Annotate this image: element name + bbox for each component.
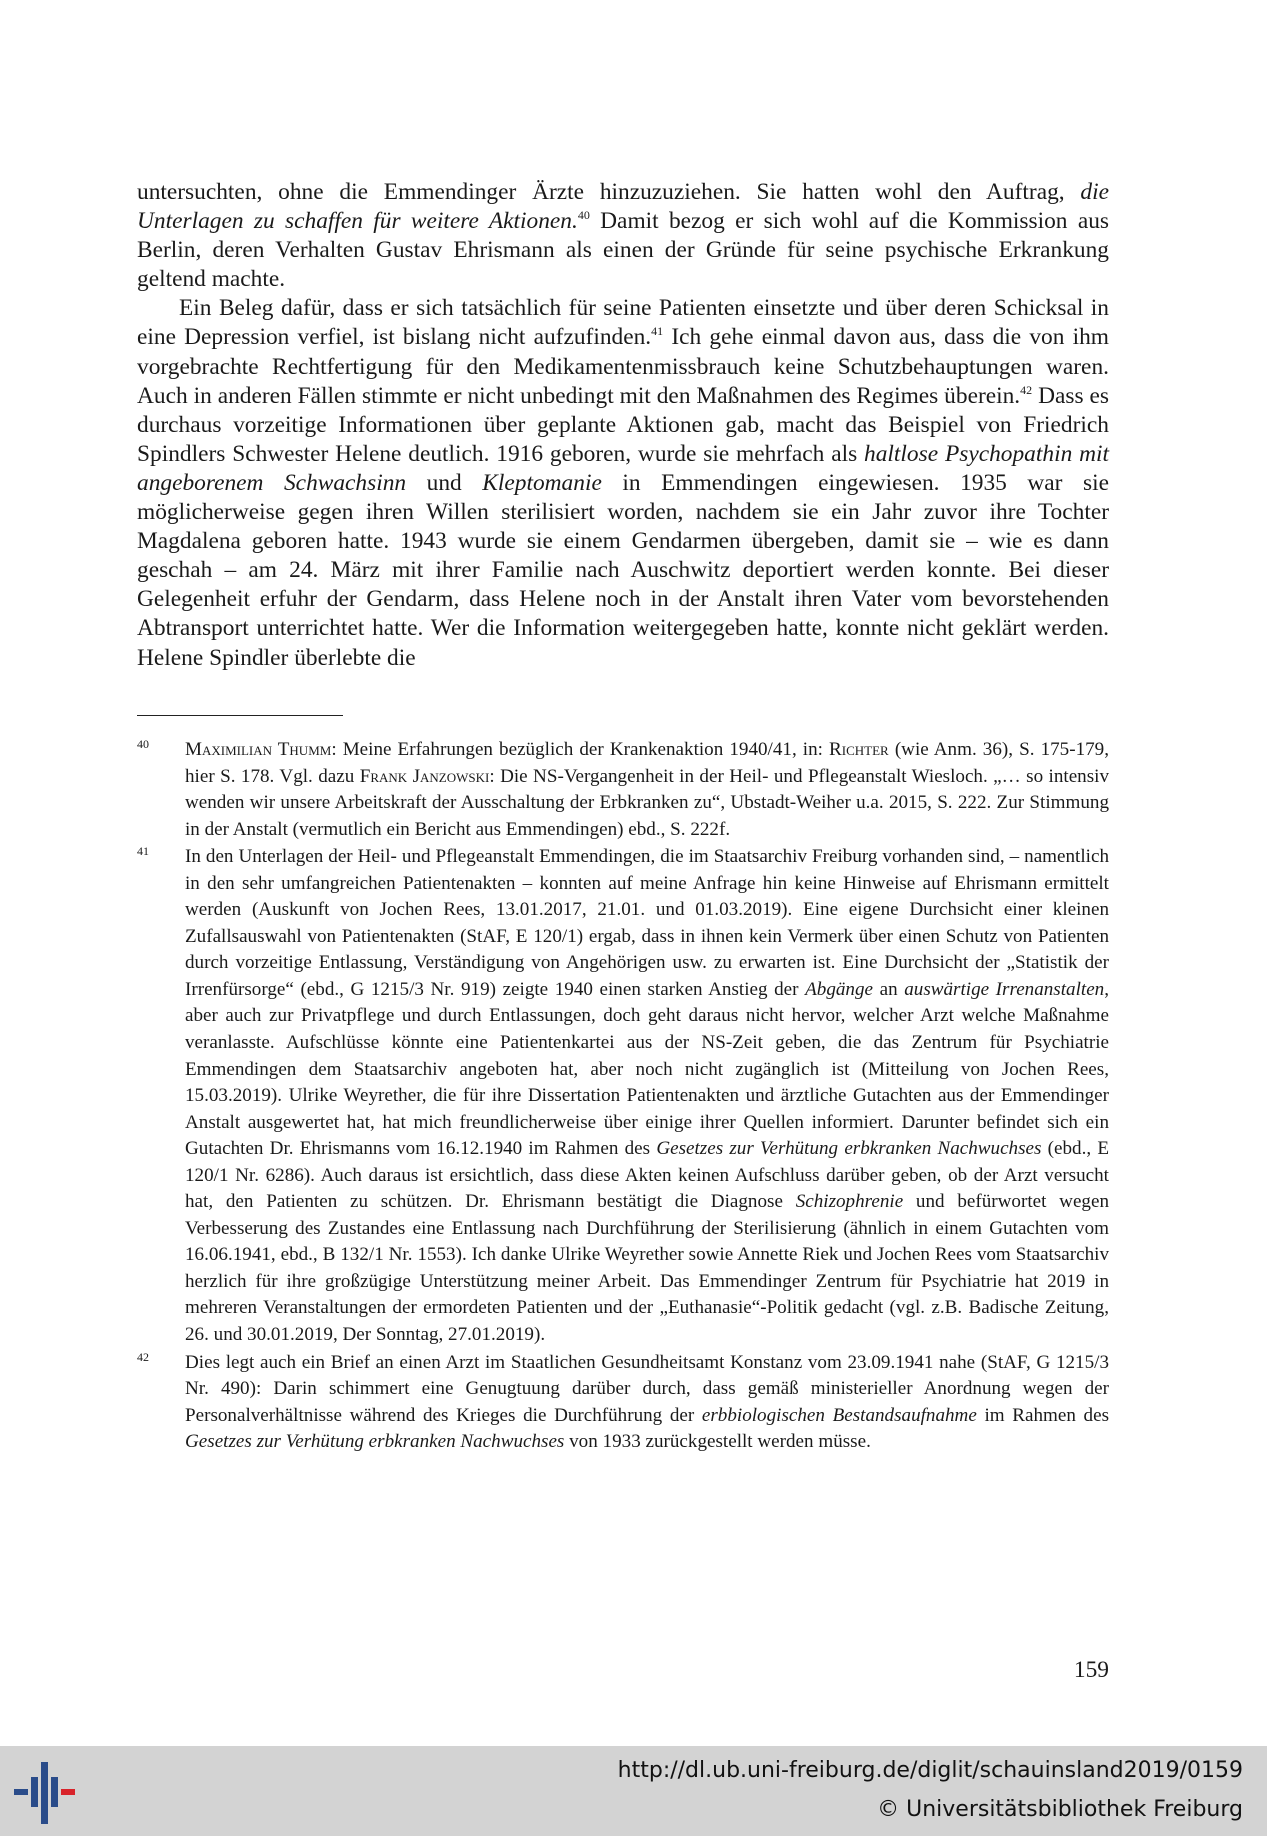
paragraph: untersuchten, ohne die Emmendinger Ärzte hinzuzuziehen. Sie hatten wohl den Auftrag, die Unterlagen zu schaffen für weitere Aktionen.$^{40}$ Damit bezog er sich wohl auf die Kommission aus Berlin, deren Verhalten Gustav Ehrismann als einen der Gründe für seine psychische Erkrankung geltend machte. — [137, 179, 1110, 293]
footnote-number: 40 — [137, 737, 149, 751]
document-url-link[interactable]: http://dl.ub.uni-freiburg.de/diglit/schauinsland2019/0159 — [617, 1758, 1243, 1783]
author-name: Richter — [829, 739, 889, 760]
footer-bar — [0, 1746, 1267, 1836]
footnote-40: 40 Maximilian Thumm: Meine Erfahrungen bezüglich der Krankenaktion 1940/41, in: Richter (wie Anm. 36), S. 175-179, hier S. 178. Vgl. dazu Frank Janzowski: Die NS-Vergangenheit in der Heil- und Pflegeanstalt Wiesloch. „… so intensiv wenden wir unsere Arbeitskraft der Ausschaltung der Erbkranken zu“, Ubstadt-Weiher u.a. 2015, S. 222. Zur Stimmung in der Anstalt (vermutlich ein Bericht aus Emmendingen) ebd., S. 222f. — [137, 737, 1109, 843]
main-text — [137, 178, 1109, 673]
author-name: Frank Janzowski — [359, 765, 490, 787]
paragraph: Ein Beleg dafür, dass er sich tatsächlich für seine Patienten einsetzte und über deren Schicksal in eine Depression verfiel, ist bislang nicht aufzufinden.$^{41}$ Ich gehe einmal davon aus, dass die von ihm vorgebrachte Rechtfertigung für den Medikamentenmissbrauch keine Schutzbehauptungen waren. Auch in anderen Fällen stimmte er nicht unbedingt mit den Maßnahmen des Regimes überein.$^{42}$ Dass es durchaus vorzeitige Informationen über geplante Aktionen gab, macht das Beispiel von Friedrich Spindlers Schwester Helene deutlich. 1916 geboren, wurde sie mehrfach als haltlose Psychopathin mit angeborenem Schwachsinn und Kleptomanie in Emmendingen eingewiesen. 1935 war sie möglicherweise gegen ihren Willen sterilisiert worden, nachdem sie ein Jahr zuvor ihre Tochter Magdalena geboren hatte. 1943 wurde sie einem Gendarmen übergeben, damit sie – wie es dann geschah – am 24. März mit ihrer Familie nach Auschwitz deportiert werden konnte. Bei dieser Gelegenheit erfuhr der Gendarm, dass Helene noch in der Anstalt ihren Vater vom bevorstehenden Abtransport unterrichtet hatte. Wer die Information weitergegeben hatte, konnte nicht geklärt werden. Helene Spindler überlebte die — [137, 295, 1109, 671]
footnote-ref-42[interactable]: 42 — [1020, 382, 1033, 397]
footnote-42: 42 Dies legt auch ein Brief an einen Arzt im Staatlichen Gesundheitsamt Konstanz vom 23.09.1941 nahe (StAF, G 1215/3 Nr. 490): Darin schimmert eine Genugtuung darüber durch, dass gemäß ministerieller Anordnung wegen der Personalverhältnisse während des Krieges die Durchführung der erbbiologischen Bestandsaufnahme im Rahmen des Gesetzes zur Verhütung erbkranken Nachwuchses von 1933 zurückgestellt werden müsse. — [137, 1350, 1109, 1456]
ub-freiburg-logo-icon[interactable] — [14, 1760, 78, 1824]
italic-quote: die Unterlagen zu schaffen für weitere Aktionen. — [137, 179, 1109, 235]
italic-quote: Kleptomanie — [482, 469, 602, 496]
page-number: 159 — [1073, 1657, 1109, 1683]
footnote-number: 42 — [137, 1349, 149, 1364]
footnote-separator — [137, 715, 343, 716]
italic-quote: haltlose Psychopathin mit angeborenem Schwachsinn — [137, 440, 1109, 496]
copyright-notice: © Universitätsbibliothek Freiburg — [877, 1797, 1243, 1822]
footnote-number: 41 — [137, 844, 149, 859]
author-name: Maximilian Thumm — [185, 739, 332, 760]
footnote-ref-40[interactable]: 40 — [577, 208, 590, 223]
footnote-ref-41[interactable]: 41 — [651, 324, 664, 339]
footnote-41: 41 In den Unterlagen der Heil- und Pflegeanstalt Emmendingen, die im Staatsarchiv Freiburg vorhanden sind, – namentlich in den sehr umfangreichen Patientenakten – konnten auf meine Anfrage hin keine Hinweise auf Ehrismann ermittelt werden (Auskunft von Jochen Rees, 13.01.2017, 21.01. und 01.03.2019). Eine eigene Durchsicht einer kleinen Zufallsauswahl von Patientenakten (StAF, E 120/1) ergab, dass in ihnen kein Vermerk über einen Schutz von Patienten durch vorzeitige Entlassung, Verständigung von Angehörigen usw. zu erwarten ist. Eine Durchsicht der „Statistik der Irrenfürsorge“ (ebd., G 1215/3 Nr. 919) zeigte 1940 einen starken Anstieg der Abgänge an auswärtige Irrenanstalten, aber auch zur Privatpflege und durch Entlassungen, doch geht daraus nicht hervor, welcher Arzt welche Maßnahme veranlasste. Aufschlüsse könnte eine Patientenkartei aus der NS-Zeit geben, die das Zentrum für Psychiatrie Emmendingen dem Staatsarchiv angeboten hat, aber noch nicht zugänglich ist (Mitteilung von Jochen Rees, 15.03.2019). Ulrike Weyrether, die für ihre Dissertation Patientenakten und ärztliche Gutachten aus der Emmendinger Anstalt ausgewertet hat, hat mich freundlicherweise über einige ihrer Quellen informiert. Darunter befindet sich ein Gutachten Dr. Ehrismanns vom 16.12.1940 im Rahmen des Gesetzes zur Verhütung erbkranken Nachwuchses (ebd., E 120/1 Nr. 6286). Auch daraus ist ersichtlich, dass diese Akten keinen Aufschluss darüber geben, ob der Arzt versucht hat, den Patienten zu schützen. Dr. Ehrismann bestätigt die Diagnose Schizophrenie und befürwortet wegen Verbesserung des Zustandes eine Entlassung nach Durchführung der Sterilisierung (ähnlich in einem Gutachten vom 16.06.1941, ebd., B 132/1 Nr. 1553). Ich danke Ulrike Weyrether sowie Annette Riek und Jochen Rees vom Staatsarchiv herzlich für ihre großzügige Unterstützung meiner Arbeit. Das Emmendinger Zentrum für Psychiatrie hat 2019 in mehreren Veranstaltungen der ermordeten Patienten und der „Euthanasie“-Politik gedacht (vgl. z.B. Badische Zeitung, 26. und 30.01.2019, Der Sonntag, 27.01.2019). — [137, 844, 1109, 1348]
footnotes — [137, 737, 1109, 1457]
